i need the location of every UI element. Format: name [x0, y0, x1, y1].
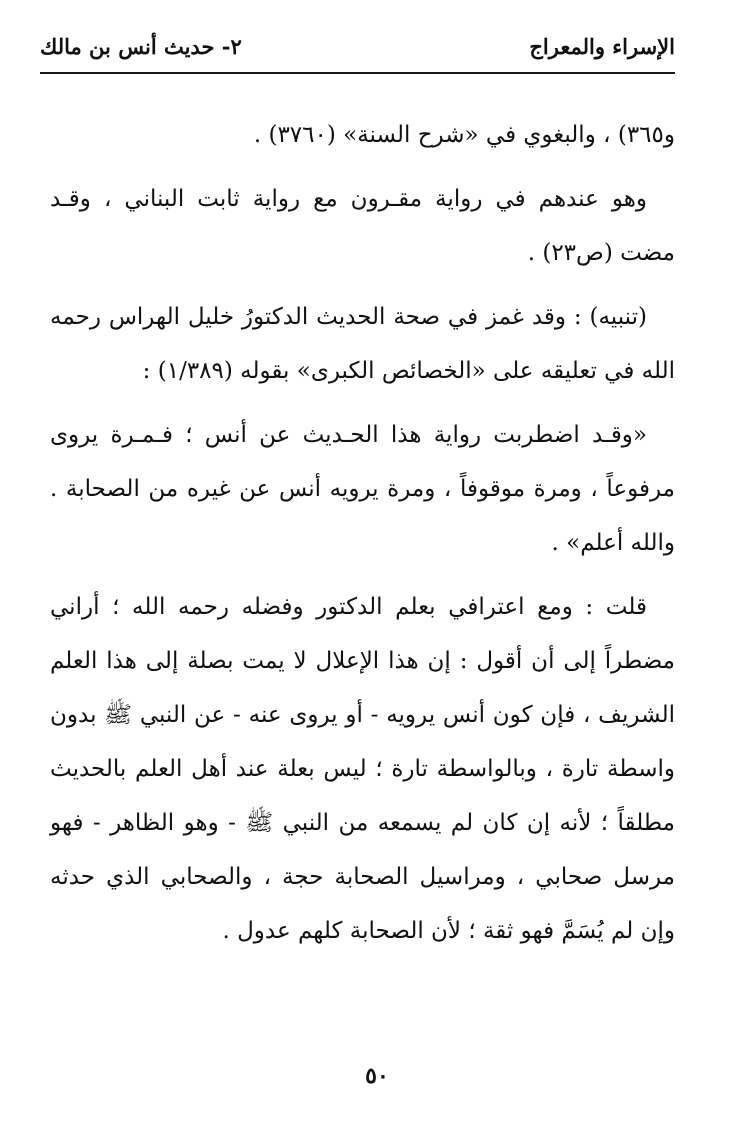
page-body: [50, 108, 675, 968]
paragraph-citation: و٣٦٥) ، والبغوي في «شرح السنة» (٣٧٦٠) .: [253, 122, 675, 148]
book-title: الإسراء والمعراج: [529, 34, 675, 59]
paragraph-quotation: «وقـد اضطربت رواية هذا الحـديث عن أنس ؛ فـمـرة يروى مرفوعاً ، ومرة موقوفاً ، ومرة يرويه أنس عن غيره من الصحابة . والله أعلم» .: [50, 422, 675, 556]
paragraph-note: (تنبيه) : وقد غمز في صحة الحديث الدكتورُ خليل الهراس رحمه الله في تعليقه على «الخصائص الكبرى» بقوله (١/٣٨٩) :: [50, 304, 675, 384]
header-divider: [40, 72, 675, 74]
paragraph-response: قلت : ومع اعترافي بعلم الدكتور وفضله رحمه الله ؛ أراني مضطراً إلى أن أقول : إن هذا الإعلال لا يمت بصلة إلى هذا العلم الشريف ، فإن كون أنس يرويه - أو يروى عنه - عن النبي ﷺ بدون واسطة تارة ، وبالواسطة تارة ؛ ليس بعلة عند أهل العلم بالحديث مطلقاً ؛ لأنه إن كان لم يسمعه من النبي ﷺ - وهو الظاهر - فهو مرسل صحابي ، ومراسيل الصحابة حجة ، والصحابي الذي حدثه وإن لم يُسَمَّ فهو ثقة ؛ لأن الصحابة كلهم عدول .: [50, 594, 675, 944]
chapter-title: ٢- حديث أنس بن مالك: [40, 34, 242, 59]
page-number: ٥٠: [365, 1063, 389, 1089]
page-header: [40, 28, 675, 68]
paragraph-narration: وهو عندهم في رواية مقـرون مع رواية ثابت البناني ، وقـد مضت (ص٢٣) .: [50, 186, 675, 266]
